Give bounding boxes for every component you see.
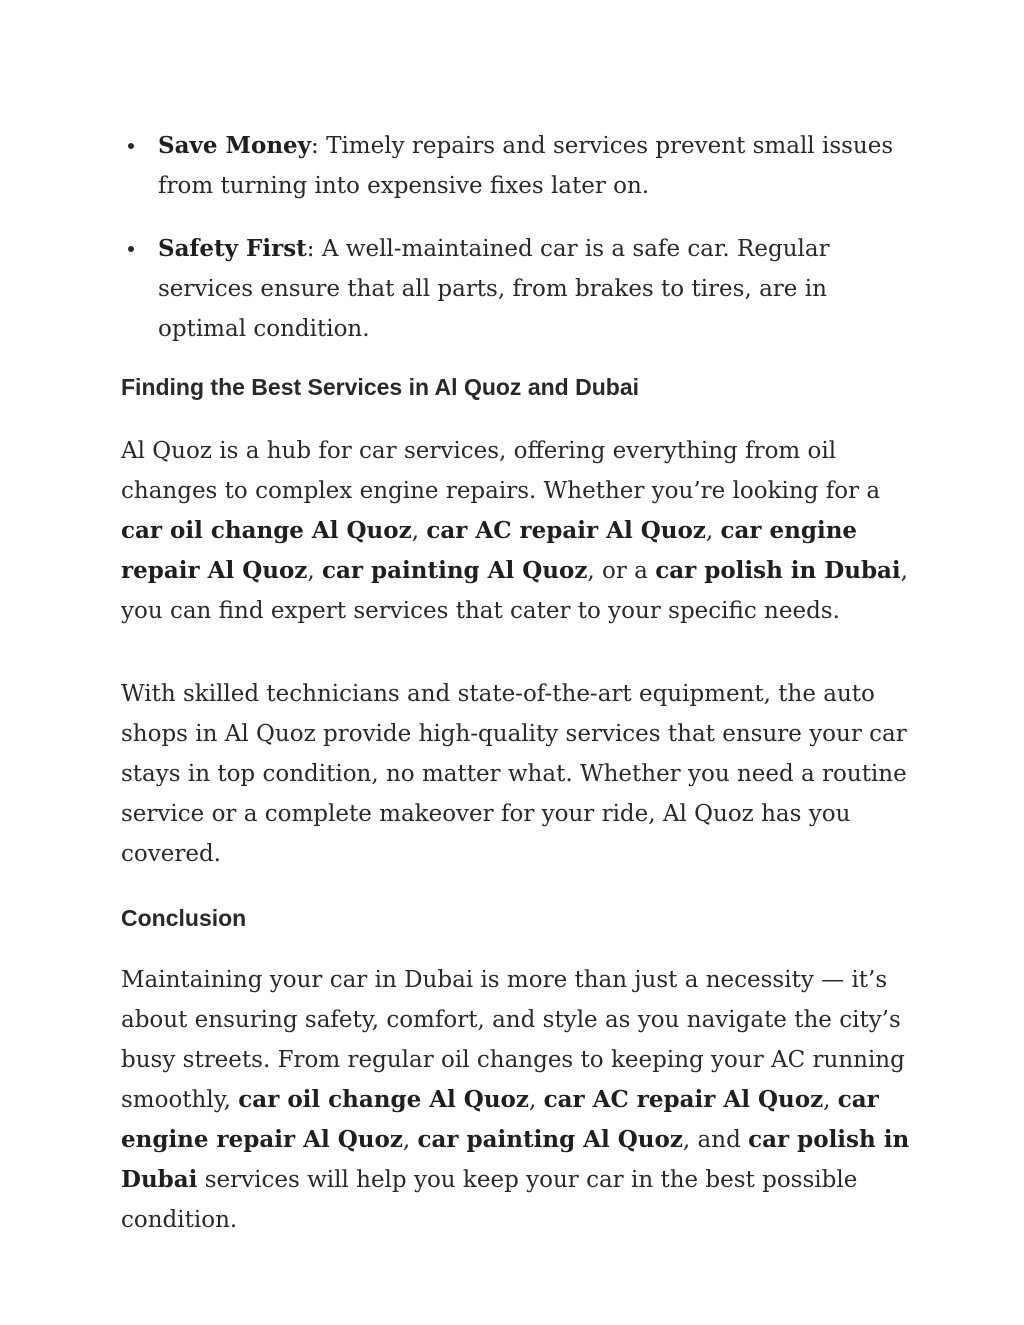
keyword-ac-repair: car AC repair Al Quoz (426, 517, 706, 544)
keyword-engine-repair: car engine repair Al Quoz (121, 1086, 879, 1153)
paragraph-text: Al Quoz is a hub for car services, offering everything from oil changes to complex engine repairs. Whether you’re looking for a (121, 438, 881, 504)
bullet-text: : Timely repairs and services prevent small issues from turning into expensive fixes later on. (158, 133, 894, 199)
keyword-polish: car polish in Dubai (121, 1126, 910, 1193)
bullet-icon (128, 246, 134, 252)
paragraph-skilled-technicians: With skilled technicians and state-of-the-art equipment, the auto shops in Al Quoz provide high-quality services that ensure your car stays in top condition, no matter what. Whether you need a routine service or a complete makeover for your ride, Al Quoz has you covered. (121, 681, 907, 867)
paragraph-text: , and (682, 1127, 749, 1153)
paragraph-text: , (411, 518, 427, 544)
keyword-oil-change: car oil change Al Quoz (238, 1086, 529, 1113)
section-heading-finding-services: Finding the Best Services in Al Quoz and Dubai (121, 374, 639, 400)
keyword-painting: car painting Al Quoz (321, 557, 588, 584)
paragraph-text: , (528, 1087, 544, 1113)
list-item (121, 229, 911, 349)
paragraph-text: , you can find expert services that cater to your specific needs. (121, 558, 908, 624)
keyword-ac-repair: car AC repair Al Quoz (543, 1086, 824, 1113)
paragraph-text: , (705, 518, 721, 544)
bullet-title: Safety First (158, 235, 307, 262)
section-heading-conclusion: Conclusion (121, 905, 247, 931)
keyword-painting: car painting Al Quoz (417, 1126, 683, 1153)
paragraph-al-quoz-hub (121, 431, 911, 631)
paragraph-text: , (402, 1127, 418, 1153)
paragraph-text: Maintaining your car in Dubai is more than just a necessity — it’s about ensuring safety, comfort, and style as you navigate the city’s busy streets. From regular oil changes to keeping your AC running smoothly, (121, 967, 905, 1113)
paragraph-text: services will help you keep your car in the best possible condition. (121, 1167, 858, 1233)
bullet-title: Save Money (158, 132, 312, 159)
paragraph-text: , or a (587, 558, 656, 584)
keyword-oil-change: car oil change Al Quoz (121, 517, 412, 544)
paragraph-conclusion (121, 960, 911, 1240)
list-item (121, 126, 911, 206)
document-page (121, 126, 911, 1240)
bullet-icon (128, 143, 134, 149)
keyword-engine-repair: car engine repair Al Quoz (121, 517, 858, 584)
paragraph-text: , (823, 1087, 838, 1113)
benefits-list (121, 126, 911, 349)
bullet-text: : A well-maintained car is a safe car. Regular services ensure that all parts, from brakes to tires, are in optimal condition. (158, 236, 830, 342)
paragraph-text: , (307, 558, 322, 584)
keyword-polish: car polish in Dubai (655, 557, 901, 584)
